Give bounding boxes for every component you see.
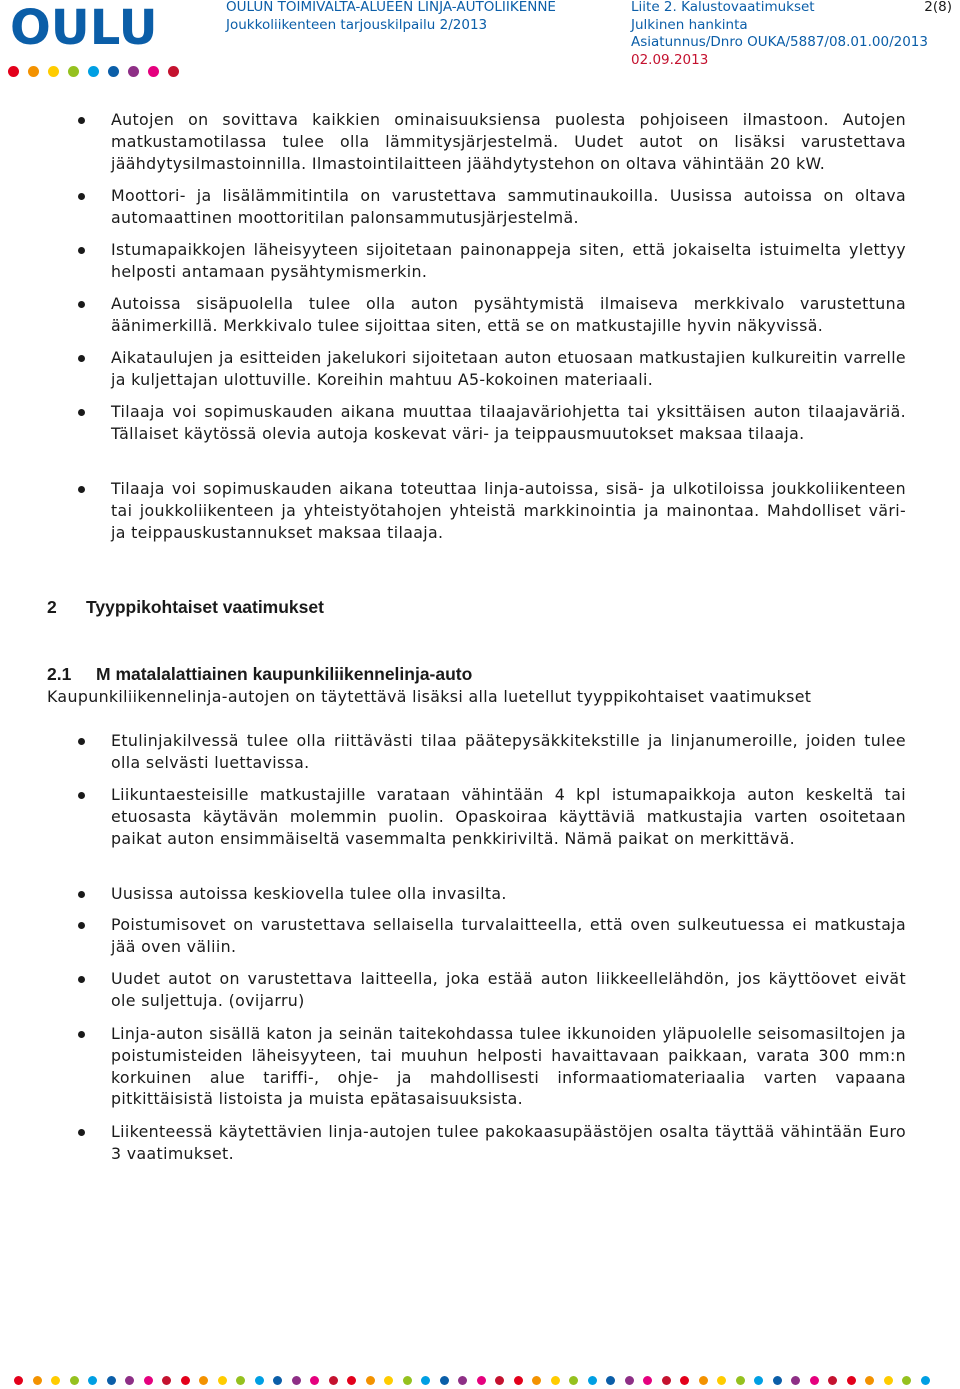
logo-text: OULU (10, 2, 158, 48)
bullet-icon (78, 1031, 85, 1038)
list-item-text: Moottori- ja lisälämmitintila on varustettava sammutinaukoilla. Uusissa autoissa on oltava automaattinen moottoritilan palonsammutusjärjestelmä. (111, 186, 906, 227)
dot-icon (33, 1376, 42, 1385)
dot-icon (403, 1376, 412, 1385)
header-case-number: Asiatunnus/Dnro OUKA/5887/08.01.00/2013 (631, 34, 928, 50)
bullet-icon (78, 193, 85, 200)
dot-icon (495, 1376, 504, 1385)
dot-icon (347, 1376, 356, 1385)
bullet-icon (78, 409, 85, 416)
dot-icon (144, 1376, 153, 1385)
bullet-icon (78, 247, 85, 254)
list-item-text: Poistumisovet on varustettava sellaisella turvalaitteella, että oven sulkeutuessa ei matkustaja jää oven väliin. (111, 915, 906, 956)
list-item-text: Liikuntaesteisille matkustajille varataan vähintään 4 kpl istumapaikkoja auton keskeltä tai etuosasta käytävän molemmin puolin. Opaskoiraa käyttäviä matkustajia varten osoitetaan paikat auton ensimmäiseltä vasemmalta penkkiriviltä. Nämä paikat on merkittävä. (111, 785, 906, 848)
dot-icon (218, 1376, 227, 1385)
dot-icon (125, 1376, 134, 1385)
dot-icon (162, 1376, 171, 1385)
dot-icon (70, 1376, 79, 1385)
list-item-text: Etulinjakilvessä tulee olla riittävästi tilaa päätepysäkkitekstille ja linjanumeroille, joiden tulee olla selvästi luettavissa. (111, 731, 906, 772)
dot-icon (680, 1376, 689, 1385)
dot-icon (847, 1376, 856, 1385)
dot-icon (148, 66, 159, 77)
dot-icon (662, 1376, 671, 1385)
header-project-title: OULUN TOIMIVALTA-ALUEEN LINJA-AUTOLIIKENNE (226, 0, 556, 15)
dot-icon (384, 1376, 393, 1385)
dot-icon (532, 1376, 541, 1385)
list-item-text: Tilaaja voi sopimuskauden aikana toteuttaa linja-autoissa, sisä- ja ulkotiloissa joukkoliikenteen tai joukkoliikenteen ja yhteistyötahojen yhteistä markkinointia ja mainontaa. Mahdolliset väri- ja teippauskustannukset maksaa tilaaja. (111, 479, 906, 542)
subsection-title: M matalalattiainen kaupunkiliikennelinja-auto (96, 664, 473, 684)
footer-dots (14, 1370, 939, 1389)
list-item-text: Uudet autot on varustettava laitteella, joka estää auton liikkeellelähdön, jos käyttöovet eivät ole suljettuja. (ovijarru) (111, 969, 906, 1010)
bullet-icon (78, 891, 85, 898)
dot-icon (108, 66, 119, 77)
dot-icon (884, 1376, 893, 1385)
header-date: 02.09.2013 (631, 51, 709, 68)
dot-icon (588, 1376, 597, 1385)
list-item-text: Tilaaja voi sopimuskauden aikana muuttaa tilaajaväriohjetta tai yksittäisen auton tilaajaväriä. Tällaiset käytössä olevia autoja koskevat väri- ja teippausmuutokset maksaa tilaaja. (111, 402, 906, 443)
section-title: Tyyppikohtaiset vaatimukset (86, 597, 324, 617)
dot-icon (292, 1376, 301, 1385)
dot-icon (773, 1376, 782, 1385)
list-item-text: Liikenteessä käytettävien linja-autojen tulee pakokaasupäästöjen osalta täyttää vähintään Euro 3 vaatimukset. (111, 1122, 906, 1163)
list-item-text: Istumapaikkojen läheisyyteen sijoitetaan painonappeja siten, että jokaiselta istuimelta ylettyy helposti antamaan pysähtymismerkin. (111, 240, 906, 281)
section-number: 2 (47, 597, 57, 617)
bullet-icon (78, 1129, 85, 1136)
dot-icon (88, 1376, 97, 1385)
page-number: 2(8) (924, 0, 952, 15)
dot-icon (440, 1376, 449, 1385)
dot-icon (606, 1376, 615, 1385)
dot-icon (754, 1376, 763, 1385)
dot-icon (421, 1376, 430, 1385)
subsection-intro: Kaupunkiliikennelinja-autojen on täytettävä lisäksi alla luetellut tyyppikohtaiset vaatimukset (47, 687, 812, 706)
bullet-icon (78, 486, 85, 493)
dot-icon (128, 66, 139, 77)
subsection-heading (47, 664, 472, 685)
dot-icon (736, 1376, 745, 1385)
dot-icon (551, 1376, 560, 1385)
header-attachment: Liite 2. Kalustovaatimukset (631, 0, 815, 15)
section-heading (47, 597, 324, 618)
dot-icon (14, 1376, 23, 1385)
dot-icon (717, 1376, 726, 1385)
bullet-icon (78, 117, 85, 124)
header-left (226, 0, 556, 34)
dot-icon (51, 1376, 60, 1385)
dot-icon (902, 1376, 911, 1385)
page-header (0, 0, 960, 80)
dot-icon (310, 1376, 319, 1385)
dot-icon (791, 1376, 800, 1385)
list-item-text: Uusissa autoissa keskiovella tulee olla invasilta. (111, 884, 507, 903)
dot-icon (68, 66, 79, 77)
bullet-icon (78, 738, 85, 745)
bullet-icon (78, 976, 85, 983)
dot-icon (28, 66, 39, 77)
dot-icon (199, 1376, 208, 1385)
dot-icon (514, 1376, 523, 1385)
bullet-icon (78, 922, 85, 929)
oulu-logo (10, 2, 170, 48)
list-item-text: Aikataulujen ja esitteiden jakelukori sijoitetaan auton etuosaan matkustajien kulkureitin varrelle ja kuljettajan ulottuville. Koreihin mahtuu A5-kokoinen materiaali. (111, 348, 906, 389)
dot-icon (48, 66, 59, 77)
dot-icon (8, 66, 19, 77)
bullet-icon (78, 355, 85, 362)
dot-icon (181, 1376, 190, 1385)
list-item-text: Linja-auton sisällä katon ja seinän taitekohdassa tulee ikkunoiden yläpuolelle seisomasiltojen ja poistumisteiden läheisyyteen, tai muuhun helposti havaittavaan paikkaan, varata 300 mm:n korkuinen alue tariffi-, ohje- ja mahdollisesti informaatiomateriaalia varten vapaana pitkittäisistä listoista ja muista epätasaisuuksista. (111, 1024, 906, 1109)
logo-dots (8, 62, 188, 76)
dot-icon (255, 1376, 264, 1385)
dot-icon (88, 66, 99, 77)
dot-icon (828, 1376, 837, 1385)
bullet-icon (78, 301, 85, 308)
bullet-icon (78, 792, 85, 799)
dot-icon (810, 1376, 819, 1385)
header-right (631, 0, 928, 69)
header-competition: Joukkoliikenteen tarjouskilpailu 2/2013 (226, 16, 488, 33)
dot-icon (643, 1376, 652, 1385)
header-procurement: Julkinen hankinta (631, 16, 748, 33)
dot-icon (458, 1376, 467, 1385)
dot-icon (273, 1376, 282, 1385)
dot-icon (477, 1376, 486, 1385)
dot-icon (625, 1376, 634, 1385)
subsection-number: 2.1 (47, 664, 72, 684)
dot-icon (865, 1376, 874, 1385)
list-item-text: Autojen on sovittava kaikkien ominaisuuksiensa puolesta pohjoiseen ilmastoon. Autojen matkustamotilassa tulee olla lämmitysjärjestelmä. Uudet autot on lisäksi varustettava jäähdytysilmastoinnilla. Ilmastointilaitteen jäähdytystehon on oltava vähintään 20 kW. (111, 110, 906, 173)
dot-icon (569, 1376, 578, 1385)
dot-icon (329, 1376, 338, 1385)
dot-icon (699, 1376, 708, 1385)
dot-icon (236, 1376, 245, 1385)
dot-icon (107, 1376, 116, 1385)
dot-icon (366, 1376, 375, 1385)
dot-icon (921, 1376, 930, 1385)
dot-icon (168, 66, 179, 77)
list-item-text: Autoissa sisäpuolella tulee olla auton pysähtymistä ilmaiseva merkkivalo varustettuna äänimerkillä. Merkkivalo tulee sijoittaa siten, että se on matkustajille hyvin näkyvissä. (111, 294, 906, 335)
